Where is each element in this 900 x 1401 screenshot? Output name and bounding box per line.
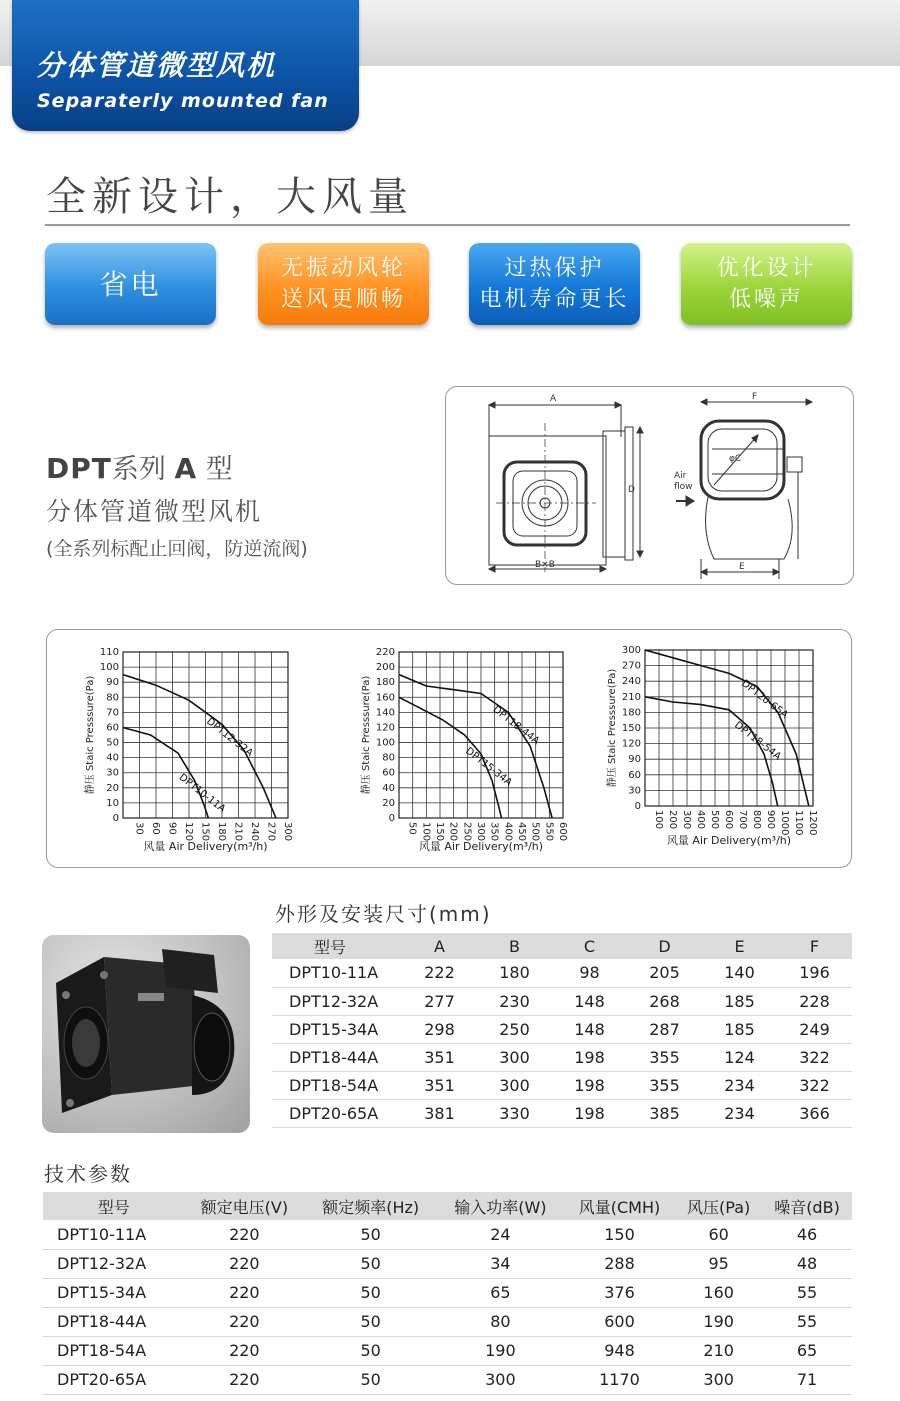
value-cell: 220 — [184, 1336, 304, 1365]
series-line — [645, 697, 778, 806]
series-brand: DPT — [46, 452, 112, 485]
x-tick-label: 200 — [447, 822, 459, 842]
table-row — [272, 1071, 852, 1099]
value-cell: 50 — [304, 1365, 437, 1394]
value-cell: 124 — [702, 1043, 777, 1071]
value-cell: 198 — [552, 1043, 627, 1071]
x-tick-label: 100 — [420, 822, 432, 842]
value-cell: 148 — [552, 987, 627, 1015]
value-cell: 210 — [675, 1336, 762, 1365]
header-cell: 风量(CMH) — [564, 1192, 676, 1220]
header-cell: 型号 — [272, 933, 402, 959]
y-tick-label: 100 — [99, 662, 119, 674]
value-cell: 190 — [675, 1307, 762, 1336]
x-tick-label: 500 — [709, 810, 720, 830]
y-tick-label: 300 — [621, 645, 641, 656]
model-cell: DPT18-44A — [272, 1043, 402, 1071]
value-cell: 220 — [184, 1307, 304, 1336]
y-tick-label: 20 — [106, 782, 119, 794]
y-tick-label: 60 — [106, 722, 119, 734]
series-heading — [46, 447, 308, 561]
table-row — [43, 1336, 852, 1365]
series-word: 系列 — [111, 454, 166, 485]
dimension-drawing-svg — [446, 387, 855, 586]
header-cell: F — [777, 933, 852, 959]
y-tick-label: 30 — [628, 785, 641, 797]
header-cell: B — [477, 933, 552, 959]
y-tick-label: 140 — [375, 707, 395, 719]
y-tick-label: 80 — [382, 752, 395, 764]
series-label: DPT15-34A — [463, 745, 514, 789]
value-cell: 300 — [477, 1043, 552, 1071]
table-row — [272, 1099, 852, 1127]
value-cell: 300 — [477, 1071, 552, 1099]
feature-badge-low-noise — [681, 243, 852, 325]
y-tick-label: 200 — [375, 662, 395, 674]
x-tick-label: 700 — [737, 810, 748, 830]
y-tick-label: 0 — [388, 813, 395, 824]
value-cell: 220 — [184, 1365, 304, 1394]
header-cell: A — [402, 933, 477, 959]
model-cell: DPT12-32A — [272, 987, 402, 1015]
value-cell: 50 — [304, 1278, 437, 1307]
value-cell: 24 — [437, 1220, 564, 1249]
x-tick-label: 450 — [516, 822, 527, 842]
value-cell: 60 — [675, 1220, 762, 1249]
value-cell: 185 — [702, 987, 777, 1015]
value-cell: 198 — [552, 1071, 627, 1099]
table-row — [272, 1015, 852, 1043]
y-tick-label: 160 — [375, 692, 395, 704]
x-tick-label: 150 — [199, 822, 211, 842]
header-cell: C — [552, 933, 627, 959]
model-cell: DPT15-34A — [272, 1015, 402, 1043]
value-cell: 220 — [184, 1278, 304, 1307]
value-cell: 198 — [552, 1099, 627, 1127]
value-cell: 287 — [627, 1015, 702, 1043]
value-cell: 50 — [304, 1307, 437, 1336]
value-cell: 351 — [402, 1043, 477, 1071]
feature-line: 无振动风轮 — [280, 256, 406, 281]
dim-label-f: F — [752, 392, 758, 402]
value-cell: 80 — [437, 1307, 564, 1336]
x-axis-label: 风量 Air Delivery(m³/h) — [418, 840, 544, 853]
value-cell: 140 — [702, 959, 777, 987]
model-cell: DPT20-65A — [272, 1099, 402, 1127]
feature-line: 优化设计 — [716, 256, 817, 281]
header-cell: 风压(Pa) — [675, 1192, 762, 1220]
fan-illustration — [42, 935, 250, 1133]
series-label: DPT12-32A — [204, 716, 255, 760]
y-axis-label: 静压 Staic Presssure(Pa) — [607, 668, 618, 788]
feature-badge-overheat — [469, 243, 640, 325]
model-cell: DPT18-54A — [272, 1071, 402, 1099]
model-cell: DPT20-65A — [43, 1365, 184, 1394]
y-tick-label: 120 — [621, 738, 641, 750]
x-tick-label: 400 — [695, 810, 706, 830]
y-tick-label: 100 — [375, 737, 395, 749]
value-cell: 180 — [477, 959, 552, 987]
value-cell: 288 — [564, 1249, 676, 1278]
x-tick-label: 350 — [488, 822, 500, 842]
header-cell: D — [627, 933, 702, 959]
x-tick-label: 60 — [150, 822, 161, 835]
x-tick-label: 900 — [765, 810, 776, 830]
y-tick-label: 20 — [382, 797, 395, 809]
model-cell: DPT18-44A — [43, 1307, 184, 1336]
feature-line: 过热保护 — [504, 256, 605, 281]
dim-label-d: D — [628, 485, 635, 495]
value-cell: 222 — [402, 959, 477, 987]
y-tick-label: 10 — [106, 797, 119, 809]
x-axis-label: 风量 Air Delivery(m³/h) — [143, 840, 268, 853]
value-cell: 355 — [627, 1043, 702, 1071]
x-tick-label: 1000 — [779, 810, 790, 836]
table-header-row — [272, 933, 852, 959]
header-cell: E — [702, 933, 777, 959]
header-cell: 型号 — [43, 1192, 184, 1220]
series-type-letter: A — [174, 452, 198, 485]
y-tick-label: 80 — [106, 692, 119, 704]
feature-badge-power-saving — [45, 243, 216, 325]
model-cell: DPT12-32A — [43, 1249, 184, 1278]
dimensions-table — [272, 933, 852, 1128]
value-cell: 65 — [437, 1278, 564, 1307]
dimension-drawing — [445, 386, 854, 585]
header-cell: 噪音(dB) — [762, 1192, 852, 1220]
x-tick-label: 200 — [667, 810, 678, 830]
model-cell: DPT18-54A — [43, 1336, 184, 1365]
value-cell: 600 — [564, 1307, 676, 1336]
value-cell: 48 — [762, 1249, 852, 1278]
series-label: DPT10-11A — [176, 771, 228, 815]
value-cell: 150 — [564, 1220, 676, 1249]
x-tick-label: 600 — [557, 822, 568, 842]
x-tick-label: 90 — [166, 822, 178, 835]
y-tick-label: 110 — [99, 647, 119, 658]
dim-label-bb: B×B — [535, 560, 555, 570]
y-tick-label: 220 — [375, 647, 395, 658]
value-cell: 185 — [702, 1015, 777, 1043]
value-cell: 330 — [477, 1099, 552, 1127]
y-tick-label: 0 — [112, 813, 119, 824]
model-cell: DPT10-11A — [43, 1220, 184, 1249]
value-cell: 250 — [477, 1015, 552, 1043]
feature-badge-no-vibration — [258, 243, 429, 325]
series-label: DPT20-65A — [739, 678, 790, 722]
value-cell: 268 — [627, 987, 702, 1015]
y-tick-label: 40 — [106, 752, 119, 764]
y-axis-label: 静压 Staic Presssure(Pa) — [85, 675, 96, 795]
value-cell: 376 — [564, 1278, 676, 1307]
y-tick-label: 50 — [106, 737, 119, 749]
y-tick-label: 180 — [621, 707, 641, 719]
dim-label-c: φC — [729, 454, 742, 464]
value-cell: 205 — [627, 959, 702, 987]
value-cell: 1170 — [564, 1365, 676, 1394]
model-cell: DPT15-34A — [43, 1278, 184, 1307]
table-row — [272, 959, 852, 987]
value-cell: 148 — [552, 1015, 627, 1043]
y-tick-label: 270 — [621, 660, 641, 672]
series-type-word: 型 — [205, 454, 233, 485]
x-tick-label: 300 — [681, 810, 692, 830]
dim-label-air: Air — [674, 471, 687, 481]
value-cell: 300 — [675, 1365, 762, 1394]
value-cell: 46 — [762, 1220, 852, 1249]
x-tick-label: 300 — [282, 822, 293, 842]
x-tick-label: 120 — [183, 822, 194, 842]
y-tick-label: 210 — [621, 691, 641, 703]
series-name: 分体管道微型风机 — [46, 497, 263, 526]
value-cell: 249 — [777, 1015, 852, 1043]
value-cell: 948 — [564, 1336, 676, 1365]
y-tick-label: 120 — [375, 722, 395, 734]
value-cell: 234 — [702, 1071, 777, 1099]
table-row — [43, 1220, 852, 1249]
value-cell: 298 — [402, 1015, 477, 1043]
x-tick-label: 1100 — [793, 810, 804, 836]
model-cell: DPT10-11A — [272, 959, 402, 987]
feature-line: 电机寿命更长 — [479, 287, 630, 312]
value-cell: 55 — [762, 1307, 852, 1336]
x-tick-label: 500 — [529, 822, 541, 842]
value-cell: 71 — [762, 1365, 852, 1394]
value-cell: 160 — [675, 1278, 762, 1307]
y-tick-label: 90 — [628, 754, 641, 766]
value-cell: 234 — [702, 1099, 777, 1127]
x-tick-label: 210 — [232, 822, 244, 842]
series-label: DPT18-44A — [490, 704, 542, 748]
x-tick-label: 270 — [265, 822, 277, 842]
value-cell: 55 — [762, 1278, 852, 1307]
product-photo — [42, 935, 250, 1133]
performance-curves-svg — [47, 630, 853, 869]
header-cell: 额定频率(Hz) — [304, 1192, 437, 1220]
x-tick-label: 180 — [216, 822, 227, 842]
table-row — [43, 1278, 852, 1307]
feature-line: 省电 — [99, 267, 162, 301]
x-tick-label: 800 — [751, 810, 762, 830]
value-cell: 322 — [777, 1071, 852, 1099]
dims-title: 外形及安装尺寸(mm) — [275, 902, 492, 926]
value-cell: 95 — [675, 1249, 762, 1278]
value-cell: 34 — [437, 1249, 564, 1278]
divider — [45, 224, 850, 226]
value-cell: 98 — [552, 959, 627, 987]
y-tick-label: 240 — [621, 676, 641, 688]
series-note: (全系列标配止回阀，防逆流阀) — [46, 538, 308, 560]
y-tick-label: 90 — [106, 677, 119, 689]
value-cell: 366 — [777, 1099, 852, 1127]
dim-label-flow: flow — [674, 482, 693, 492]
value-cell: 322 — [777, 1043, 852, 1071]
x-tick-label: 100 — [653, 810, 664, 830]
y-tick-label: 30 — [106, 767, 119, 779]
header-cell: 额定电压(V) — [184, 1192, 304, 1220]
feature-line: 送风更顺畅 — [280, 287, 406, 312]
value-cell: 65 — [762, 1336, 852, 1365]
specs-table — [43, 1192, 852, 1395]
value-cell: 230 — [477, 987, 552, 1015]
value-cell: 355 — [627, 1071, 702, 1099]
y-tick-label: 60 — [382, 767, 395, 779]
x-tick-label: 550 — [543, 822, 555, 842]
series-title — [46, 447, 308, 486]
value-cell: 220 — [184, 1249, 304, 1278]
table-row — [43, 1307, 852, 1336]
x-tick-label: 240 — [249, 822, 260, 842]
dim-label-a: A — [550, 394, 557, 404]
value-cell: 277 — [402, 987, 477, 1015]
title-cn: 分体管道微型风机 — [36, 49, 277, 82]
series-label: DPT18-54A — [732, 719, 783, 763]
slogan: 全新设计，大风量 — [46, 174, 414, 220]
performance-curves — [46, 629, 852, 868]
value-cell: 385 — [627, 1099, 702, 1127]
y-tick-label: 60 — [628, 769, 641, 781]
x-tick-label: 600 — [723, 810, 734, 830]
value-cell: 190 — [437, 1336, 564, 1365]
value-cell: 50 — [304, 1249, 437, 1278]
x-tick-label: 300 — [475, 822, 486, 842]
x-tick-label: 30 — [133, 822, 145, 835]
series-line — [399, 675, 552, 818]
title-banner — [12, 0, 359, 131]
y-tick-label: 70 — [106, 707, 119, 719]
value-cell: 196 — [777, 959, 852, 987]
y-tick-label: 150 — [621, 723, 641, 734]
y-tick-label: 180 — [375, 677, 395, 689]
x-axis-label: 风量 Air Delivery(m³/h) — [666, 834, 792, 847]
table-row — [43, 1365, 852, 1394]
x-tick-label: 150 — [434, 822, 445, 842]
value-cell: 351 — [402, 1071, 477, 1099]
value-cell: 220 — [184, 1220, 304, 1249]
specs-title: 技术参数 — [44, 1162, 132, 1186]
y-tick-label: 0 — [634, 801, 641, 812]
x-tick-label: 400 — [502, 822, 514, 842]
feature-line: 低噪声 — [728, 287, 804, 312]
value-cell: 228 — [777, 987, 852, 1015]
title-en: Separaterly mounted fan — [37, 90, 329, 112]
y-tick-label: 40 — [382, 782, 395, 794]
x-tick-label: 1200 — [807, 810, 818, 836]
x-tick-label: 50 — [406, 822, 418, 835]
dim-label-e: E — [739, 562, 745, 572]
header-cell: 输入功率(W) — [437, 1192, 564, 1220]
table-row — [272, 987, 852, 1015]
value-cell: 50 — [304, 1336, 437, 1365]
table-header-row — [43, 1192, 852, 1220]
x-tick-label: 250 — [461, 822, 473, 842]
y-axis-label: 静压 Staic Presssure(Pa) — [361, 675, 372, 795]
value-cell: 381 — [402, 1099, 477, 1127]
value-cell: 300 — [437, 1365, 564, 1394]
table-row — [43, 1249, 852, 1278]
table-row — [272, 1043, 852, 1071]
value-cell: 50 — [304, 1220, 437, 1249]
